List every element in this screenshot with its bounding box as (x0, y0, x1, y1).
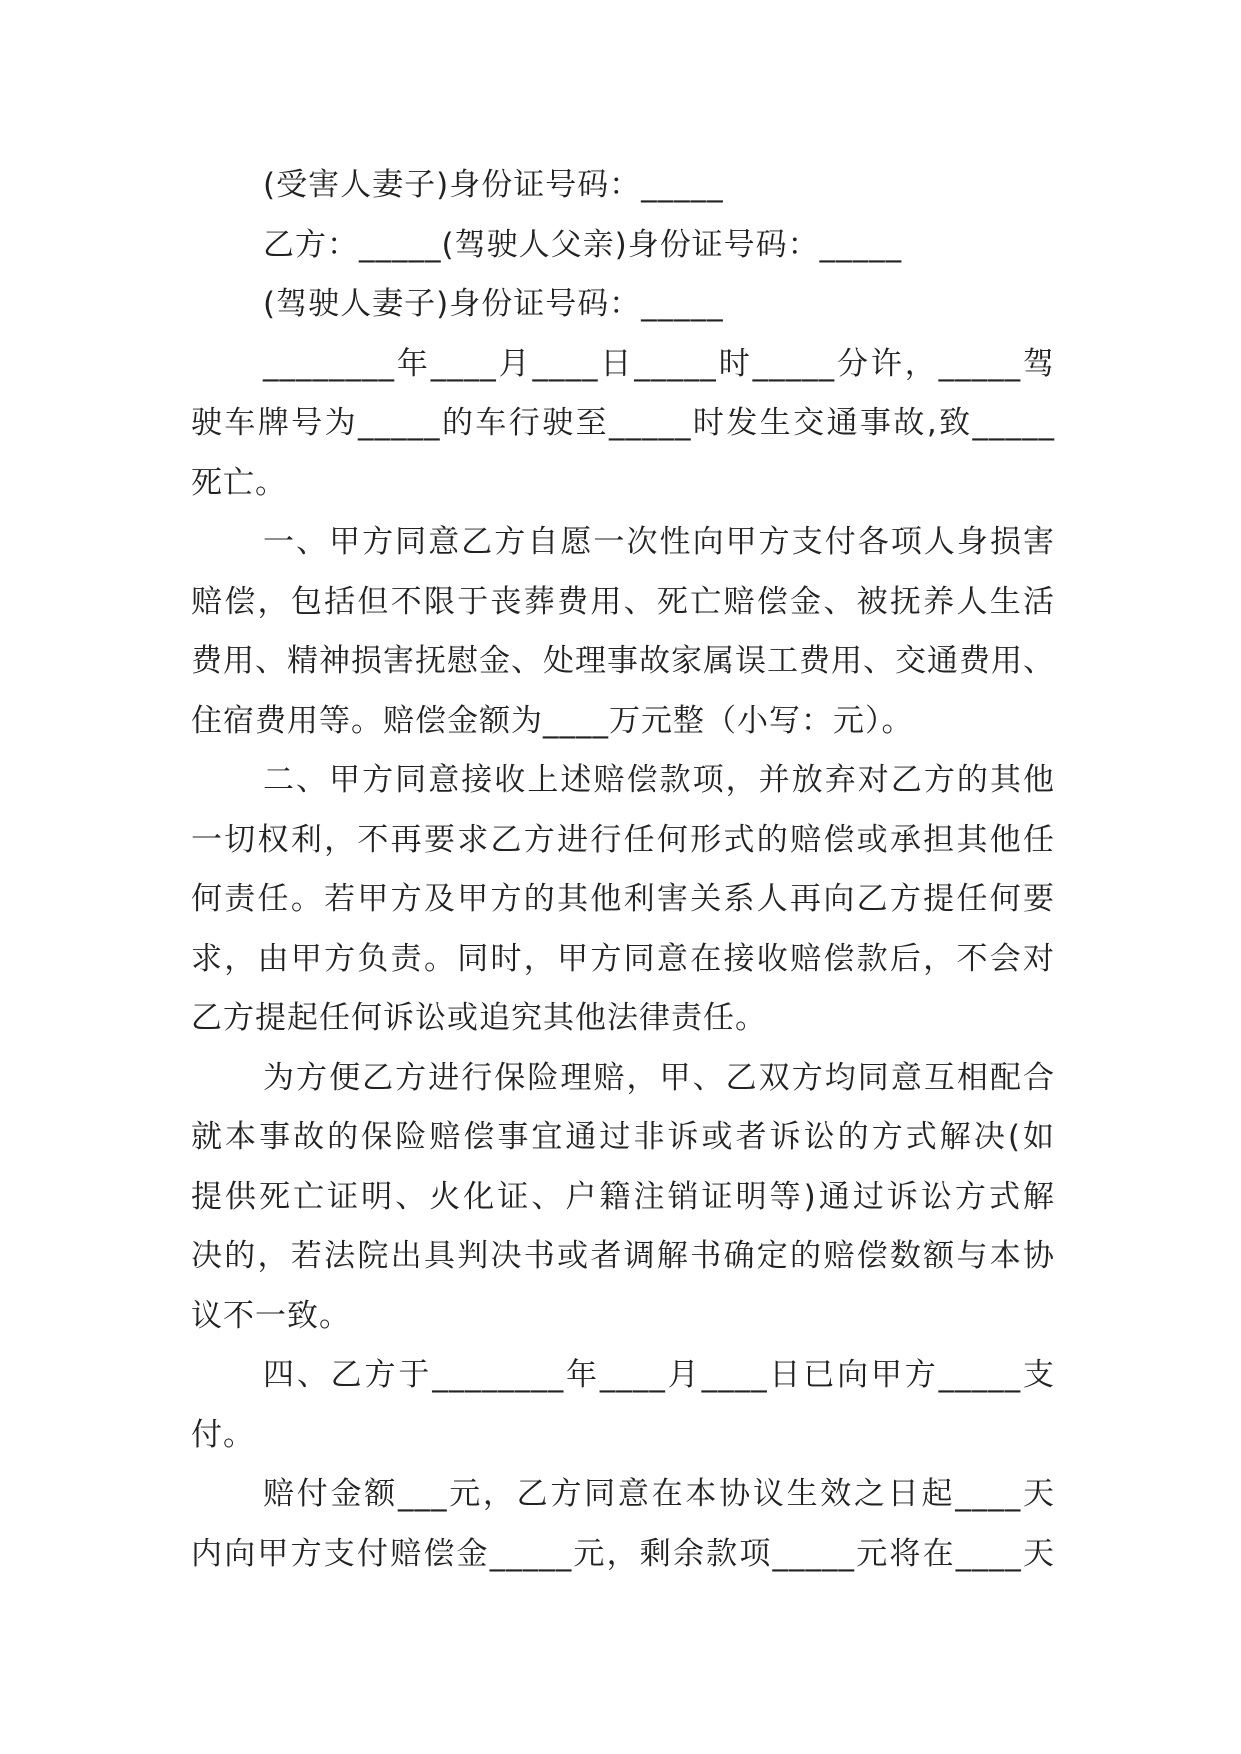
clause-4-line: 付。 (191, 1416, 255, 1453)
clause-4-line: 四、乙方于________年____月____日已向甲方_____支 (263, 1357, 1055, 1393)
insurance-clause-line: 就本事故的保险赔偿事宜通过非诉或者诉讼的方式解决(如 (191, 1119, 1055, 1155)
clause-1-line: 费用、精神损害抚慰金、处理事故家属误工费用、交通费用、 (191, 643, 1055, 679)
paragraph-victim-wife-id: (受害人妻子)身份证号码：_____ (263, 167, 724, 203)
paragraph-party-b: 乙方：_____(驾驶人父亲)身份证号码：_____ (263, 226, 903, 263)
clause-2-line: 二、甲方同意接收上述赔偿款项，并放弃对乙方的其他 (263, 762, 1055, 798)
clause-2-line: 乙方提起任何诉讼或追究其他法律责任。 (191, 1000, 767, 1036)
paragraph-driver-wife-id: (驾驶人妻子)身份证号码：_____ (263, 286, 724, 322)
clause-1-line: 赔偿，包括但不限于丧葬费用、死亡赔偿金、被抚养人生活 (191, 583, 1055, 620)
clause-2-line: 求，由甲方负责。同时，甲方同意在接收赔偿款后，不会对 (191, 940, 1055, 977)
insurance-clause-line: 决的，若法院出具判决书或者调解书确定的赔偿数额与本协 (191, 1238, 1055, 1274)
payment-clause-line: 内向甲方支付赔偿金_____元，剩余款项_____元将在____天 (191, 1535, 1055, 1572)
accident-line: ________年____月____日_____时_____分许，_____驾 (263, 345, 1055, 382)
accident-line: 死亡。 (191, 464, 287, 501)
accident-line: 驶车牌号为_____的车行驶至_____时发生交通事故,致_____ (191, 405, 1055, 441)
payment-clause-line: 赔付金额___元，乙方同意在本协议生效之日起____天 (263, 1476, 1055, 1512)
insurance-clause-line: 为方便乙方进行保险理赔，甲、乙双方均同意互相配合 (263, 1059, 1055, 1096)
clause-1-line: 一、甲方同意乙方自愿一次性向甲方支付各项人身损害 (263, 524, 1055, 560)
clause-1-line: 住宿费用等。赔偿金额为____万元整（小写：元）。 (191, 702, 914, 739)
document-body (191, 156, 1055, 1584)
clause-2-line: 一切权利，不再要求乙方进行任何形式的赔偿或承担其他任 (191, 821, 1055, 858)
clause-2-line: 何责任。若甲方及甲方的其他利害关系人再向乙方提任何要 (191, 881, 1055, 917)
insurance-clause-line: 议不一致。 (191, 1297, 351, 1334)
insurance-clause-line: 提供死亡证明、火化证、户籍注销证明等)通过诉讼方式解 (191, 1178, 1055, 1215)
